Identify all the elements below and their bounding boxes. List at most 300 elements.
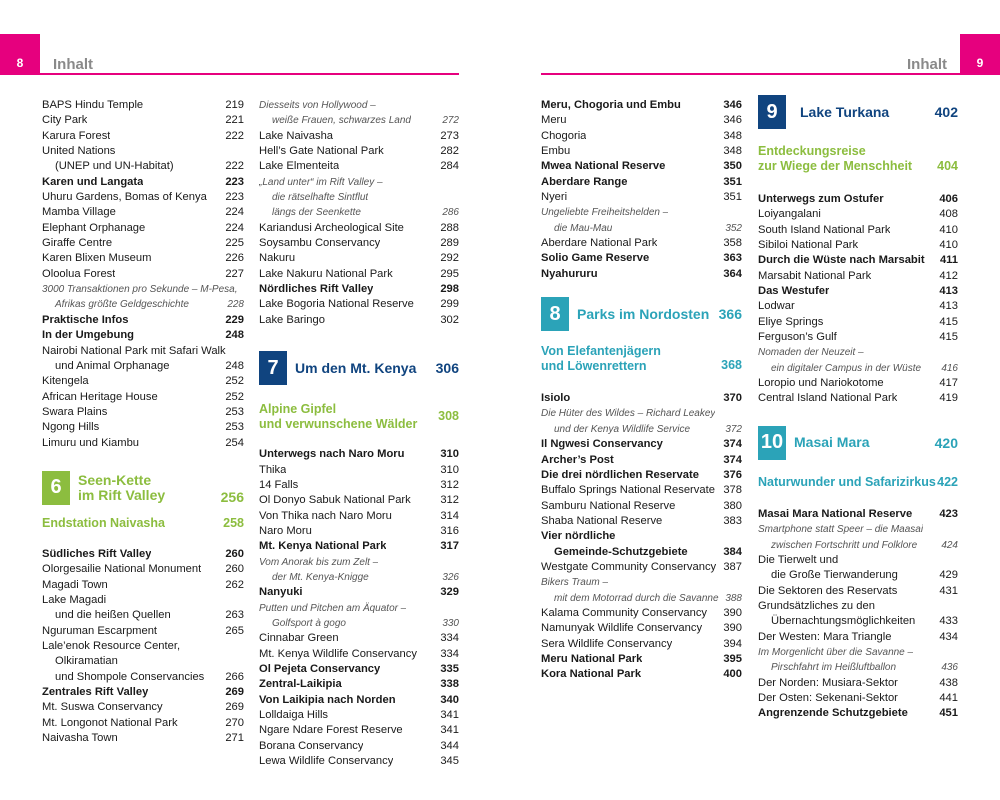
toc-entry-page: 248	[225, 359, 244, 372]
toc-entry-page: 413	[939, 285, 958, 298]
toc-entry-title: Elephant Orphanage	[42, 221, 146, 234]
toc-entry-title: zwischen Fortschritt und Folklore	[771, 539, 918, 551]
chapter-title: Lake Turkana	[800, 103, 890, 120]
toc-entry[interactable]	[758, 676, 958, 691]
toc-entry-title: Nomaden der Neuzeit –	[758, 347, 864, 359]
toc-entry-page: 370	[723, 392, 742, 405]
chapter-number-badge: 6	[42, 471, 70, 505]
toc-entry-page: 441	[939, 691, 958, 704]
toc-entry[interactable]	[42, 328, 244, 343]
toc-entry-page: 380	[723, 499, 742, 512]
toc-entry-title: Uhuru Gardens, Bomas of Kenya	[42, 191, 207, 204]
toc-entry-page: 431	[939, 584, 958, 597]
toc-entry-title: Mwea National Reserve	[541, 160, 666, 173]
page-number-left: 8	[16, 56, 24, 70]
toc-entry[interactable]	[42, 98, 244, 113]
toc-entry-title: Ngare Ndare Forest Reserve	[259, 724, 403, 737]
toc-entry[interactable]	[259, 723, 459, 738]
toc-entry-page: 335	[440, 662, 459, 675]
toc-entry-page: 228	[227, 299, 244, 311]
toc-entry[interactable]	[42, 670, 244, 685]
toc-entry-title: die Große Tierwanderung	[771, 569, 898, 582]
toc-entry[interactable]	[259, 601, 459, 616]
toc-entry-title: Grundsätzliches zu den	[758, 599, 875, 612]
toc-entry-title: Nguruman Escarpment	[42, 624, 158, 637]
toc-entry-title: Pirschfahrt im Heißluftballon	[771, 662, 897, 674]
toc-entry[interactable]	[758, 376, 958, 391]
toc-entry-page: 344	[440, 739, 459, 752]
toc-entry-title: Übernachtungsmöglichkeiten	[771, 615, 916, 628]
toc-entry[interactable]	[541, 483, 742, 498]
toc-entry-title: Lewa Wildlife Conservancy	[259, 755, 394, 768]
toc-entry-title: Diesseits von Hollywood –	[259, 100, 376, 111]
toc-entry-title: Lake Elmenteita	[259, 160, 340, 173]
chapter-10-heading[interactable]	[758, 425, 958, 461]
reportage-entry[interactable]	[42, 516, 244, 531]
toc-entry[interactable]	[42, 405, 244, 420]
toc-entry[interactable]	[42, 297, 244, 312]
toc-entry-page: 286	[442, 207, 459, 219]
toc-entry-title: Embu	[541, 145, 571, 158]
toc-entry[interactable]	[541, 144, 742, 159]
toc-entry[interactable]	[758, 299, 958, 314]
chapter-title: Parks im Nordosten	[577, 305, 710, 322]
toc-entry[interactable]	[259, 205, 459, 220]
toc-entry[interactable]	[541, 406, 742, 421]
toc-entry[interactable]	[259, 447, 459, 462]
toc-entry[interactable]	[541, 251, 742, 266]
toc-entry[interactable]	[42, 282, 244, 297]
reportage-entry[interactable]	[758, 475, 958, 490]
toc-entry[interactable]	[42, 390, 244, 405]
toc-entry[interactable]	[758, 284, 958, 299]
toc-entry[interactable]	[42, 624, 244, 639]
toc-entry[interactable]	[758, 391, 958, 406]
toc-entry-title: Eliye Springs	[758, 315, 824, 328]
toc-entry[interactable]	[259, 236, 459, 251]
toc-column-1	[42, 98, 244, 746]
toc-entry-title: Unterwegs nach Naro Moru	[259, 448, 405, 461]
toc-entry-title: Mt. Suswa Conservancy	[42, 701, 163, 714]
toc-entry-title: 3000 Transaktionen pro Sekunde – M-Pesa,	[42, 284, 238, 296]
toc-entry-title: Isiolo	[541, 392, 571, 405]
toc-entry[interactable]	[758, 568, 958, 583]
toc-entry[interactable]	[42, 562, 244, 577]
toc-entry[interactable]	[42, 251, 244, 266]
toc-entry-page: 384	[723, 545, 742, 558]
chapter-9-heading[interactable]	[758, 94, 958, 130]
chapter-title: Seen-Kette im Rift Valley	[78, 471, 166, 503]
toc-entry[interactable]	[758, 269, 958, 284]
toc-entry[interactable]	[259, 113, 459, 128]
toc-entry[interactable]	[541, 205, 742, 220]
toc-entry[interactable]	[541, 637, 742, 652]
toc-entry[interactable]	[42, 313, 244, 328]
toc-entry[interactable]	[259, 190, 459, 205]
toc-entry[interactable]	[42, 374, 244, 389]
toc-entry[interactable]	[758, 614, 958, 629]
toc-entry[interactable]	[42, 159, 244, 174]
toc-entry[interactable]	[541, 499, 742, 514]
toc-entry[interactable]	[259, 662, 459, 677]
toc-entry-page: 429	[939, 569, 958, 582]
toc-entry-title: Lodwar	[758, 300, 795, 313]
toc-entry-page: 269	[225, 686, 244, 698]
toc-entry-page: 351	[723, 175, 742, 188]
toc-entry[interactable]	[541, 236, 742, 251]
toc-entry[interactable]	[259, 616, 459, 631]
toc-entry-title: Von Laikipia nach Norden	[259, 693, 396, 706]
toc-entry-title: Samburu National Reserve	[541, 499, 676, 512]
reportage-page: 308	[438, 409, 459, 424]
toc-entry[interactable]	[42, 436, 244, 451]
toc-entry-page: 413	[939, 300, 958, 313]
toc-entry-title: (UNEP und UN-Habitat)	[55, 160, 174, 173]
toc-entry-page: 269	[225, 701, 244, 714]
toc-entry[interactable]	[758, 345, 958, 360]
toc-entry-page: 376	[723, 468, 742, 481]
toc-entry-title: Giraffe Centre	[42, 237, 113, 250]
reportage-entry[interactable]	[259, 402, 459, 432]
toc-entry-title: Ol Pejeta Conservancy	[259, 662, 381, 675]
toc-entry-page: 292	[440, 252, 459, 265]
toc-entry-page: 378	[723, 484, 742, 497]
toc-entry[interactable]	[259, 493, 459, 508]
toc-entry-page: 302	[440, 313, 459, 326]
toc-entry[interactable]	[758, 330, 958, 345]
toc-entry[interactable]	[42, 236, 244, 251]
toc-entry[interactable]	[259, 754, 459, 769]
toc-entry-title: Zentrales Rift Valley	[42, 686, 149, 698]
toc-entry[interactable]	[42, 608, 244, 623]
toc-entry[interactable]	[758, 660, 958, 675]
toc-entry-page: 222	[225, 160, 244, 173]
toc-entry[interactable]	[758, 315, 958, 330]
toc-entry[interactable]	[259, 313, 459, 328]
toc-entry-title: Der Osten: Sekenani-Sektor	[758, 691, 898, 704]
toc-entry-page: 334	[440, 632, 459, 645]
toc-entry-title: Naro Moru	[259, 524, 312, 537]
toc-entry[interactable]	[541, 113, 742, 128]
reportage-entry[interactable]	[758, 144, 958, 174]
toc-entry[interactable]	[541, 221, 742, 236]
toc-entry[interactable]	[758, 192, 958, 207]
toc-entry-title: African Heritage House	[42, 390, 158, 403]
toc-entry-page: 226	[225, 252, 244, 265]
toc-entry-title: Die Hüter des Wildes – Richard Leakey	[541, 408, 716, 420]
toc-entry-title: Der Westen: Mara Triangle	[758, 630, 892, 643]
toc-entry-page: 252	[225, 375, 244, 388]
toc-entry-title: Ngong Hills	[42, 421, 100, 434]
toc-entry-title: Bikers Traum –	[541, 577, 609, 589]
toc-entry[interactable]	[259, 98, 459, 113]
toc-entry-page: 314	[440, 509, 459, 522]
toc-entry-page: 223	[225, 191, 244, 204]
toc-entry[interactable]	[259, 267, 459, 282]
toc-entry-page: 298	[440, 283, 459, 296]
toc-entry[interactable]	[259, 708, 459, 723]
toc-entry[interactable]	[42, 344, 244, 359]
toc-entry[interactable]	[541, 652, 742, 667]
toc-entry-page: 348	[723, 129, 742, 142]
toc-entry-page: 434	[939, 630, 958, 643]
page-number-right: 9	[976, 56, 984, 70]
toc-entry[interactable]	[259, 297, 459, 312]
toc-entry-page: 411	[939, 254, 958, 267]
toc-entry-page: 408	[939, 208, 958, 221]
toc-entry[interactable]	[42, 716, 244, 731]
toc-entry-title: Olorgesailie National Monument	[42, 563, 202, 576]
toc-entry-page: 451	[939, 707, 958, 720]
toc-entry-page: 363	[723, 252, 742, 265]
toc-entry[interactable]	[541, 453, 742, 468]
toc-entry[interactable]	[259, 539, 459, 554]
toc-entry-page: 436	[941, 662, 958, 674]
toc-entry-page: 288	[440, 221, 459, 234]
toc-entry-title: Chogoria	[541, 129, 587, 142]
toc-entry-title: „Land unter“ im Rift Valley –	[259, 176, 383, 188]
toc-entry[interactable]	[758, 645, 958, 660]
toc-entry-page: 388	[725, 592, 742, 604]
toc-entry[interactable]	[541, 468, 742, 483]
toc-entry[interactable]	[758, 630, 958, 645]
toc-entry-page: 341	[440, 724, 459, 737]
toc-entry[interactable]	[758, 223, 958, 238]
chapter-title: Masai Mara	[794, 434, 870, 451]
toc-entry-title: Archer’s Post	[541, 453, 614, 466]
toc-entry-title: Kariandusi Archeological Site	[259, 221, 404, 234]
toc-entry[interactable]	[42, 578, 244, 593]
toc-entry[interactable]	[259, 555, 459, 570]
toc-entry-title: Nyahururu	[541, 267, 598, 280]
toc-entry[interactable]	[42, 267, 244, 282]
toc-entry[interactable]	[259, 129, 459, 144]
toc-entry-title: Soysambu Conservancy	[259, 237, 381, 250]
page-number-tab-right	[960, 34, 1000, 74]
chapter-8-heading[interactable]	[541, 296, 742, 332]
toc-entry-title: die rätselhafte Sintflut	[272, 192, 369, 204]
toc-entry[interactable]	[42, 639, 244, 654]
toc-entry[interactable]	[42, 593, 244, 608]
toc-entry-page: 221	[225, 114, 244, 127]
toc-entry-title: Lale’enok Resource Center,	[42, 639, 181, 652]
toc-entry-title: Mt. Kenya National Park	[259, 540, 387, 553]
toc-entry-title: Ol Donyo Sabuk National Park	[259, 494, 411, 507]
toc-entry-page: 272	[442, 115, 459, 127]
toc-entry[interactable]	[541, 391, 742, 406]
toc-entry-title: Kora National Park	[541, 668, 642, 681]
toc-entry-title: Nyeri	[541, 191, 568, 204]
toc-entry[interactable]	[541, 591, 742, 606]
toc-entry[interactable]	[758, 553, 958, 568]
toc-entry[interactable]	[259, 677, 459, 692]
toc-entry[interactable]	[541, 667, 742, 682]
toc-entry[interactable]	[541, 529, 742, 544]
toc-entry-title: Karura Forest	[42, 129, 111, 142]
toc-entry[interactable]	[541, 437, 742, 452]
toc-entry-title: Swara Plains	[42, 405, 108, 418]
toc-entry-title: Namunyak Wildlife Conservancy	[541, 622, 703, 635]
toc-entry-title: Loropio und Nariokotome	[758, 377, 884, 390]
toc-entry[interactable]	[259, 631, 459, 646]
toc-entry-title: und die heißen Quellen	[55, 609, 171, 622]
toc-entry-page: 317	[440, 540, 459, 553]
chapter-6-heading[interactable]	[42, 470, 244, 506]
toc-entry-title: Lake Magadi	[42, 593, 107, 606]
toc-entry-page: 329	[440, 586, 459, 599]
toc-entry[interactable]	[259, 251, 459, 266]
toc-entry-page: 270	[225, 716, 244, 729]
toc-entry[interactable]	[42, 221, 244, 236]
toc-entry-page: 383	[723, 514, 742, 527]
toc-entry[interactable]	[758, 361, 958, 376]
toc-entry[interactable]	[259, 524, 459, 539]
toc-entry-page: 433	[939, 615, 958, 628]
toc-entry-page: 253	[225, 421, 244, 434]
toc-entry[interactable]	[259, 463, 459, 478]
toc-entry-title: Cinnabar Green	[259, 632, 339, 645]
toc-entry[interactable]	[259, 739, 459, 754]
toc-column-3	[541, 98, 742, 683]
toc-entry-page: 326	[442, 571, 459, 583]
toc-entry[interactable]	[259, 509, 459, 524]
toc-entry-title: Lolldaiga Hills	[259, 709, 329, 721]
toc-entry[interactable]	[541, 621, 742, 636]
toc-entry[interactable]	[42, 144, 244, 159]
toc-entry[interactable]	[541, 267, 742, 282]
toc-entry[interactable]	[259, 144, 459, 159]
toc-entry[interactable]	[758, 584, 958, 599]
toc-entry-page: 415	[939, 331, 958, 344]
toc-entry[interactable]	[259, 159, 459, 174]
toc-entry-page: 310	[440, 448, 459, 461]
toc-entry-title: Sibiloi National Park	[758, 239, 859, 252]
toc-entry-title: Hell’s Gate National Park	[259, 145, 384, 158]
toc-entry[interactable]	[42, 175, 244, 190]
toc-entry[interactable]	[758, 238, 958, 253]
toc-entry-title: Sera Wildlife Conservancy	[541, 637, 673, 650]
toc-entry[interactable]	[42, 190, 244, 205]
toc-entry-title: Marsabit National Park	[758, 269, 872, 282]
chapter-number-badge: 7	[259, 351, 287, 385]
toc-entry-page: 223	[225, 175, 244, 188]
toc-entry[interactable]	[259, 585, 459, 600]
toc-entry-title: längs der Seenkette	[272, 207, 361, 219]
chapter-number-badge: 8	[541, 297, 569, 331]
toc-entry-title: Naivasha Town	[42, 732, 118, 745]
toc-entry-page: 348	[723, 145, 742, 158]
toc-entry[interactable]	[42, 731, 244, 746]
toc-entry[interactable]	[42, 359, 244, 374]
toc-entry[interactable]	[758, 253, 958, 268]
toc-entry[interactable]	[541, 98, 742, 113]
toc-entry-page: 438	[939, 676, 958, 689]
toc-entry[interactable]	[541, 606, 742, 621]
toc-entry-page: 352	[725, 222, 742, 234]
toc-entry-title: 14 Falls	[259, 478, 299, 491]
toc-entry[interactable]	[42, 129, 244, 144]
toc-entry[interactable]	[259, 478, 459, 493]
toc-entry-title: Ferguson’s Gulf	[758, 331, 837, 344]
toc-entry[interactable]	[42, 547, 244, 562]
toc-entry-title: Angrenzende Schutzgebiete	[758, 707, 908, 720]
toc-entry[interactable]	[758, 599, 958, 614]
toc-entry-title: Lake Bogoria National Reserve	[259, 298, 414, 311]
toc-entry-title: South Island National Park	[758, 223, 891, 236]
toc-entry-page: 225	[225, 237, 244, 250]
toc-entry[interactable]	[42, 205, 244, 220]
toc-entry[interactable]	[259, 693, 459, 708]
toc-entry-title: Mt. Kenya Wildlife Conservancy	[259, 647, 417, 660]
toc-entry-page: 419	[939, 392, 958, 405]
toc-entry[interactable]	[541, 514, 742, 529]
toc-entry-page: 387	[723, 560, 742, 573]
toc-entry-page: 312	[440, 494, 459, 507]
toc-entry-title: Central Island National Park	[758, 392, 898, 405]
reportage-title: Von Elefantenjägern und Löwenrettern	[541, 344, 661, 374]
reportage-page: 368	[721, 358, 742, 373]
toc-entry[interactable]	[541, 545, 742, 560]
reportage-page: 404	[937, 159, 958, 173]
toc-entry[interactable]	[541, 422, 742, 437]
toc-entry[interactable]	[541, 560, 742, 575]
toc-entry-title: Lake Naivasha	[259, 129, 334, 142]
toc-entry-page: 410	[939, 239, 958, 252]
toc-entry-page: 423	[939, 507, 958, 520]
toc-entry[interactable]	[42, 685, 244, 700]
toc-entry[interactable]	[541, 159, 742, 174]
toc-entry[interactable]	[758, 207, 958, 222]
toc-entry[interactable]	[259, 282, 459, 297]
toc-entry-title: Durch die Wüste nach Marsabit	[758, 254, 925, 267]
toc-entry-page: 346	[723, 114, 742, 127]
toc-entry[interactable]	[42, 654, 244, 669]
toc-entry[interactable]	[541, 190, 742, 205]
toc-entry-page: 266	[225, 670, 244, 683]
toc-entry[interactable]	[42, 113, 244, 128]
toc-entry[interactable]	[758, 691, 958, 706]
toc-entry[interactable]	[259, 175, 459, 190]
toc-entry[interactable]	[42, 420, 244, 435]
toc-entry[interactable]	[758, 522, 958, 537]
toc-entry[interactable]	[259, 570, 459, 585]
chapter-7-heading[interactable]	[259, 350, 459, 386]
toc-entry-page: 289	[440, 237, 459, 250]
toc-entry-title: Mamba Village	[42, 206, 116, 219]
toc-entry-title: Meru	[541, 114, 567, 127]
toc-entry[interactable]	[259, 647, 459, 662]
toc-entry[interactable]	[541, 175, 742, 190]
toc-entry-title: Der Norden: Musiara-Sektor	[758, 676, 898, 689]
toc-entry-title: ein digitaler Campus in der Wüste	[771, 362, 922, 374]
toc-entry[interactable]	[259, 221, 459, 236]
toc-entry-page: 350	[723, 160, 742, 173]
toc-entry[interactable]	[758, 507, 958, 522]
header-rule-left	[0, 73, 459, 75]
chapter-page: 402	[934, 104, 958, 120]
reportage-entry[interactable]	[541, 344, 742, 374]
toc-entry-page: 345	[440, 755, 459, 768]
reportage-title: Entdeckungsreise zur Wiege der Menschheit	[758, 144, 913, 173]
toc-entry[interactable]	[758, 538, 958, 553]
toc-entry-title: United Nations	[42, 145, 116, 158]
toc-entry-title: Limuru und Kiambu	[42, 436, 140, 449]
toc-entry[interactable]	[541, 129, 742, 144]
toc-entry[interactable]	[758, 706, 958, 721]
toc-entry[interactable]	[541, 575, 742, 590]
toc-entry[interactable]	[42, 700, 244, 715]
toc-entry-page: 400	[723, 668, 742, 681]
